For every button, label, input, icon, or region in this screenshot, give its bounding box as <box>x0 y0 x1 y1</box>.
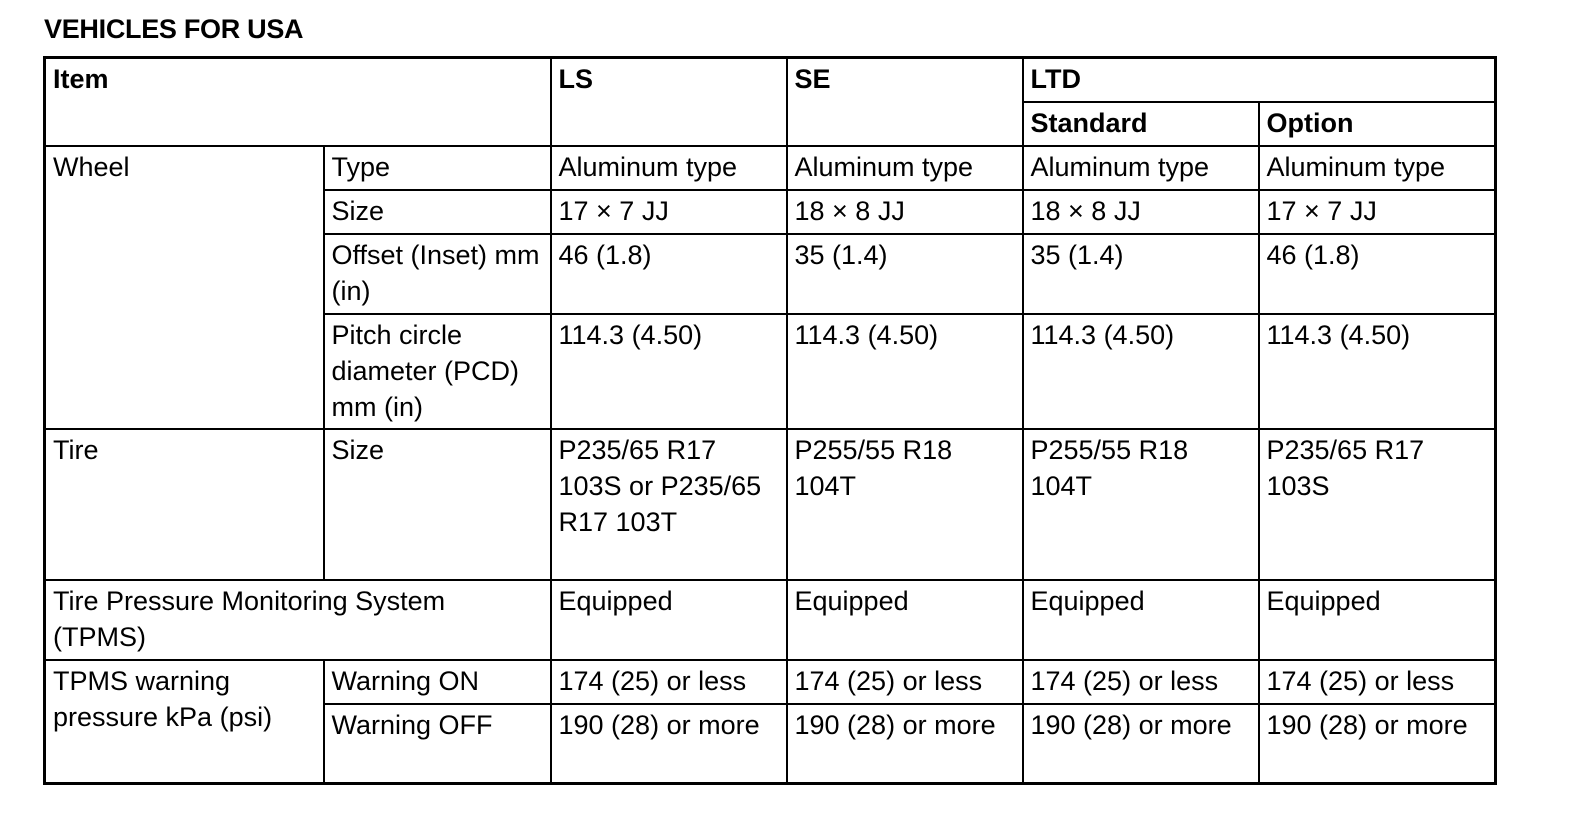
cell-ltd-standard: Aluminum type <box>1023 146 1259 190</box>
header-ls: LS <box>551 58 787 146</box>
wheel-group-label: Wheel <box>45 146 324 429</box>
cell-ls: 190 (28) or more <box>551 704 787 784</box>
cell-se: Aluminum type <box>787 146 1023 190</box>
cell-ltd-option: 114.3 (4.50) <box>1259 314 1496 429</box>
cell-ltd-standard: 190 (28) or more <box>1023 704 1259 784</box>
cell-ltd-option: 190 (28) or more <box>1259 704 1496 784</box>
cell-ltd-standard: P255/55 R18 104T <box>1023 429 1259 580</box>
cell-ls: P235/65 R17 103S or P235/65 R17 103T <box>551 429 787 580</box>
table-row <box>45 580 1496 660</box>
header-ltd-option: Option <box>1259 102 1496 146</box>
table-row <box>45 429 1496 580</box>
cell-ltd-standard: Equipped <box>1023 580 1259 660</box>
row-label: Pitch circle diameter (PCD) mm (in) <box>324 314 551 429</box>
page-title: VEHICLES FOR USA <box>44 14 304 44</box>
row-label: Size <box>324 190 551 234</box>
row-label: Size <box>324 429 551 580</box>
cell-ltd-option: Equipped <box>1259 580 1496 660</box>
cell-ltd-standard: 114.3 (4.50) <box>1023 314 1259 429</box>
cell-se: 18 × 8 JJ <box>787 190 1023 234</box>
cell-ltd-standard: 35 (1.4) <box>1023 234 1259 314</box>
cell-ls: Equipped <box>551 580 787 660</box>
header-ltd: LTD <box>1023 58 1496 102</box>
cell-ls: 17 × 7 JJ <box>551 190 787 234</box>
cell-se: 114.3 (4.50) <box>787 314 1023 429</box>
cell-ltd-option: 46 (1.8) <box>1259 234 1496 314</box>
cell-ls: 46 (1.8) <box>551 234 787 314</box>
cell-se: 190 (28) or more <box>787 704 1023 784</box>
cell-se: P255/55 R18 104T <box>787 429 1023 580</box>
table-row <box>45 660 1496 704</box>
row-label: Type <box>324 146 551 190</box>
cell-ltd-option: P235/65 R17 103S <box>1259 429 1496 580</box>
cell-ltd-option: Aluminum type <box>1259 146 1496 190</box>
table-row <box>45 146 1496 190</box>
cell-se: Equipped <box>787 580 1023 660</box>
cell-ltd-option: 174 (25) or less <box>1259 660 1496 704</box>
cell-se: 35 (1.4) <box>787 234 1023 314</box>
header-row <box>45 58 1496 102</box>
row-label: Warning OFF <box>324 704 551 784</box>
header-ltd-standard: Standard <box>1023 102 1259 146</box>
tire-group-label: Tire <box>45 429 324 580</box>
cell-ltd-option: 17 × 7 JJ <box>1259 190 1496 234</box>
cell-ls: 114.3 (4.50) <box>551 314 787 429</box>
cell-ls: Aluminum type <box>551 146 787 190</box>
cell-ltd-standard: 174 (25) or less <box>1023 660 1259 704</box>
specifications-table <box>43 56 1497 785</box>
header-se: SE <box>787 58 1023 146</box>
tpms-warning-group-label: TPMS warning pressure kPa (psi) <box>45 660 324 784</box>
cell-ltd-standard: 18 × 8 JJ <box>1023 190 1259 234</box>
cell-se: 174 (25) or less <box>787 660 1023 704</box>
row-label: Warning ON <box>324 660 551 704</box>
tpms-label: Tire Pressure Monitoring System (TPMS) <box>45 580 551 660</box>
row-label: Offset (Inset) mm (in) <box>324 234 551 314</box>
header-item: Item <box>45 58 551 146</box>
cell-ls: 174 (25) or less <box>551 660 787 704</box>
